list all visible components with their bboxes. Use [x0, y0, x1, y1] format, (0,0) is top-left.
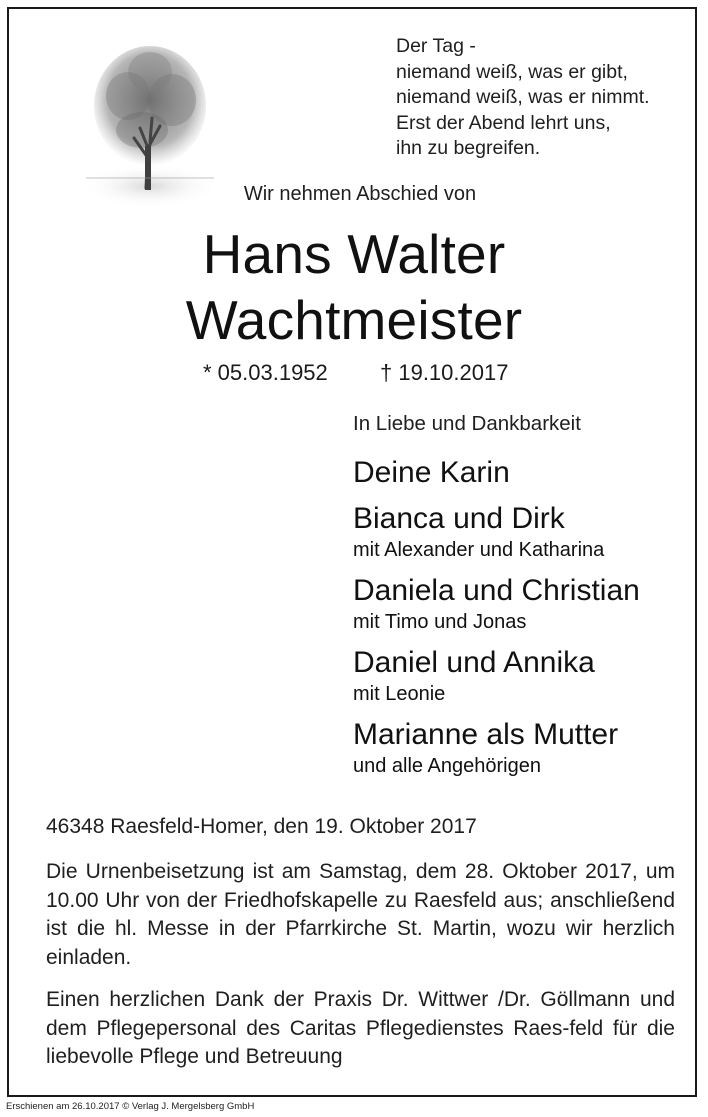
poem [396, 34, 650, 162]
thanks-text: Einen herzlichen Dank der Praxis Dr. Wittwer /Dr. Göllmann und dem Pflegepersonal des Caritas Pflegedienstes Raes-feld für die liebevolle Pflege und Betreuung [46, 988, 675, 1068]
poem-line: Erst der Abend lehrt uns, [396, 111, 611, 134]
love-line: In Liebe und Dankbarkeit [353, 412, 581, 435]
mourner-sub: und alle Angehörigen [353, 755, 541, 777]
poem-line: ihn zu begreifen. [396, 137, 541, 159]
mourner-name: Daniela und Christian [353, 574, 640, 607]
mourner-sub: mit Timo und Jonas [353, 611, 527, 633]
mourners-list [353, 455, 640, 789]
birth-date: * 05.03.1952 [203, 360, 328, 385]
mourner-sub: mit Leonie [353, 683, 446, 705]
mourner-sub: mit Alexander und Katharina [353, 539, 605, 561]
poem-line: niemand weiß, was er gibt, [396, 60, 628, 83]
publication-footer: Erschienen am 26.10.2017 © Verlag J. Mergelsberg GmbH [6, 1101, 255, 1112]
farewell-intro [0, 183, 708, 206]
mourner-name: Marianne als Mutter [353, 718, 619, 751]
farewell-intro-text: Wir nehmen Abschied von [243, 183, 477, 205]
mourner-name: Daniel und Annika [353, 646, 595, 679]
place-date: 46348 Raesfeld-Homer, den 19. Oktober 2017 [46, 815, 477, 838]
mourner-name: Bianca und Dirk [353, 502, 565, 535]
deceased-surname: Wachtmeister [185, 289, 523, 351]
poem-line: niemand weiß, was er nimmt. [396, 86, 650, 108]
death-date: † 19.10.2017 [380, 360, 509, 385]
poem-line: Der Tag - [396, 35, 476, 57]
mourner-name: Deine Karin [353, 456, 510, 489]
deceased-first-names: Hans Walter [202, 223, 506, 285]
funeral-info: Die Urnenbeisetzung ist am Samstag, dem 28. Oktober 2017, um 10.00 Uhr von der Friedhofskapelle zu Raesfeld aus; anschließend ist die hl. Messe in der Pfarrkirche St. Martin, wozu wir herzlich einladen. [46, 860, 675, 969]
